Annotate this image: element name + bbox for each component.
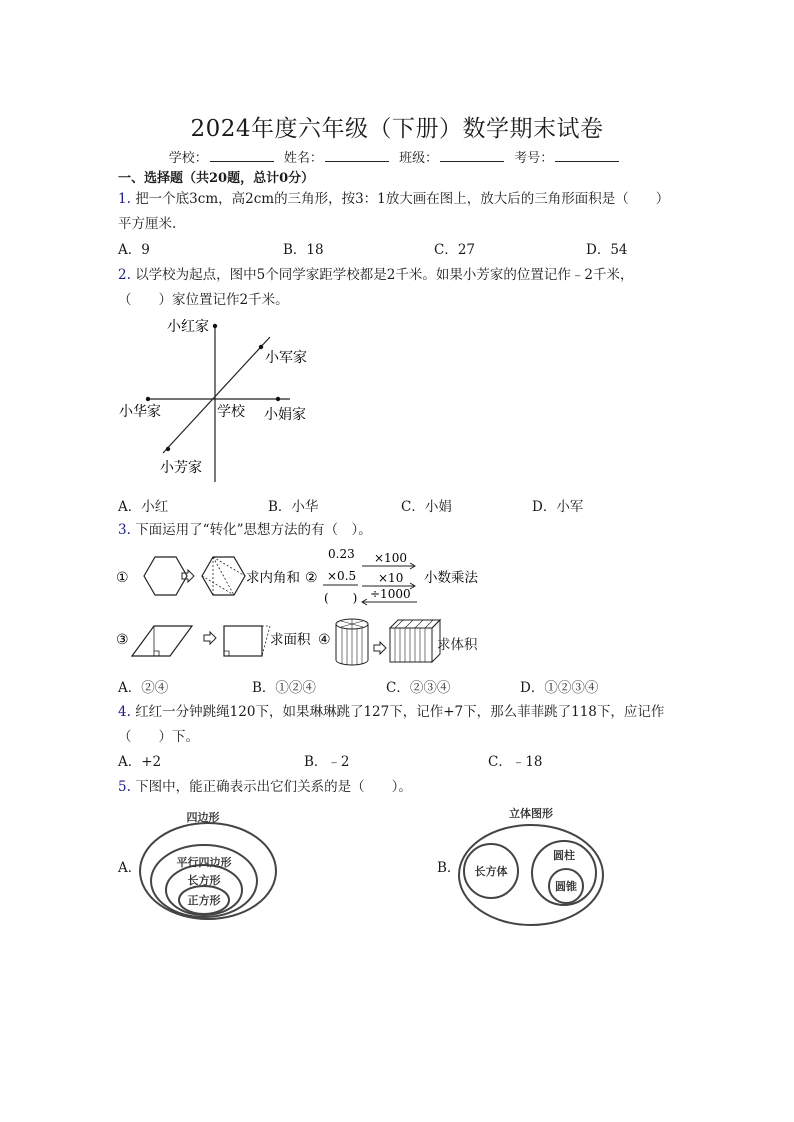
- arrow-label-2: ×10: [378, 571, 404, 585]
- question-2: [118, 263, 633, 283]
- arrow-icon: [182, 570, 194, 582]
- point-xiaojun: [259, 345, 263, 349]
- exam-number-blank[interactable]: [555, 150, 619, 162]
- q2-option-c[interactable]: C．小娟: [401, 499, 452, 515]
- question-2-continued: （ ）家位置记作2千米。: [118, 292, 289, 308]
- q2-option-d[interactable]: D．小军: [532, 499, 584, 515]
- q4-option-c[interactable]: C．﹣18: [488, 754, 543, 770]
- q3-option-d[interactable]: D．①②③④: [520, 680, 599, 696]
- question-3: [118, 518, 372, 538]
- exam-number-label: 考号：: [514, 151, 554, 166]
- label-square: 正方形: [187, 894, 221, 907]
- hexagon-shape: [144, 557, 187, 595]
- question-5: [118, 775, 412, 795]
- question-number: 4.: [118, 704, 131, 720]
- q5-option-a-marker[interactable]: A．: [118, 860, 142, 876]
- school-label: 学校：: [168, 151, 208, 166]
- arrow-icon: [374, 642, 386, 654]
- point-xiaohua: [146, 397, 150, 401]
- marker-1: ①: [116, 570, 129, 586]
- point-xiaofang: [166, 447, 170, 451]
- page-title: 2024年度六年级（下册）数学期末试卷: [190, 116, 604, 142]
- q2-option-a[interactable]: A．小红: [118, 499, 169, 515]
- venn-diagram-quadrilaterals[interactable]: [138, 805, 294, 923]
- fig3-label: 求面积: [270, 632, 311, 648]
- q2-option-b[interactable]: B．小华: [268, 499, 319, 515]
- q4-option-a[interactable]: A．+2: [118, 754, 162, 770]
- cuboid-shape: [390, 620, 440, 662]
- q1-option-d[interactable]: D．54: [586, 242, 628, 258]
- label-cylinder: 圆柱: [553, 849, 575, 862]
- q1-option-a[interactable]: A．9: [118, 242, 150, 258]
- q3-option-b[interactable]: B．①②④: [252, 680, 316, 696]
- label-school: 学校: [217, 404, 245, 420]
- question-number: 5.: [118, 779, 131, 795]
- label-cone: 圆锥: [555, 880, 577, 893]
- class-blank[interactable]: [440, 150, 504, 162]
- question-1-continued: 平方厘米.: [118, 216, 177, 232]
- school-blank[interactable]: [210, 150, 274, 162]
- question-text: 红红一分钟跳绳120下，如果琳琳跳了127下，记作+7下，那么菲菲跳了118下，应记作: [135, 704, 665, 720]
- label-solid-figures: 立体图形: [509, 807, 553, 820]
- rectangle-shape: [224, 626, 262, 656]
- venn-diagram-solids[interactable]: [455, 795, 615, 930]
- question-number: 1.: [118, 191, 131, 207]
- point-xiaohong: [213, 324, 217, 328]
- class-label: 班级：: [399, 151, 439, 166]
- label-xiaofang: 小芳家: [160, 460, 202, 476]
- q4-option-b[interactable]: B．﹣2: [304, 754, 350, 770]
- name-label: 姓名：: [283, 151, 323, 166]
- fig1-label: 求内角和: [246, 570, 300, 586]
- label-quadrilateral: 四边形: [186, 811, 220, 824]
- question-4: [118, 700, 664, 720]
- q3-option-a[interactable]: A．②④: [118, 680, 169, 696]
- label-parallelogram: 平行四边形: [176, 856, 232, 869]
- point-xiaojuan: [276, 397, 280, 401]
- question-1: [118, 187, 669, 207]
- label-xiaohong: 小红家: [167, 319, 209, 335]
- label-xiaojun: 小军家: [265, 350, 307, 366]
- question-text: 下面运用了“转化”思想方法的有（ ）。: [135, 522, 372, 538]
- marker-2: ②: [305, 570, 318, 586]
- marker-3: ③: [116, 632, 129, 648]
- arrow-label-3: ÷1000: [370, 587, 411, 601]
- label-xiaohua: 小华家: [119, 404, 161, 420]
- question-text: 下图中，能正确表示出它们关系的是（ ）。: [135, 779, 412, 795]
- arrow-label-1: ×100: [374, 551, 407, 565]
- question-4-continued: （ ）下。: [118, 729, 199, 745]
- q1-option-c[interactable]: C．27: [434, 242, 476, 258]
- cylinder-shape: [336, 619, 368, 665]
- fig2-label: 小数乘法: [424, 570, 478, 586]
- section-heading: 一、选择题（共20题，总计0分）: [118, 171, 315, 186]
- product-paren: ( ): [324, 591, 358, 605]
- decimal-top: 0.23: [328, 547, 355, 561]
- arrow-icon: [204, 632, 216, 644]
- question-text: 以学校为起点，图中5个同学家距学校都是2千米。如果小芳家的位置记作﹣2千米，: [135, 267, 634, 283]
- student-info-line: [0, 147, 794, 166]
- decimal-multiplier: ×0.5: [327, 569, 357, 583]
- question-number: 3.: [118, 522, 131, 538]
- direction-diagram: [110, 310, 330, 490]
- q1-option-b[interactable]: B．18: [283, 242, 324, 258]
- q3-option-c[interactable]: C．②③④: [386, 680, 451, 696]
- parallelogram-shape: [132, 626, 192, 656]
- question-number: 2.: [118, 267, 131, 283]
- q5-option-b-marker[interactable]: B．: [437, 860, 461, 876]
- label-xiaojuan: 小娟家: [264, 407, 306, 423]
- label-cuboid: 长方体: [474, 865, 508, 878]
- label-rectangle: 长方形: [187, 874, 221, 887]
- fig4-label: 求体积: [437, 637, 478, 653]
- name-blank[interactable]: [325, 150, 389, 162]
- marker-4: ④: [318, 632, 331, 648]
- question-text: 把一个底3cm，高2cm的三角形，按3：1放大画在图上，放大后的三角形面积是（ ）: [135, 191, 670, 207]
